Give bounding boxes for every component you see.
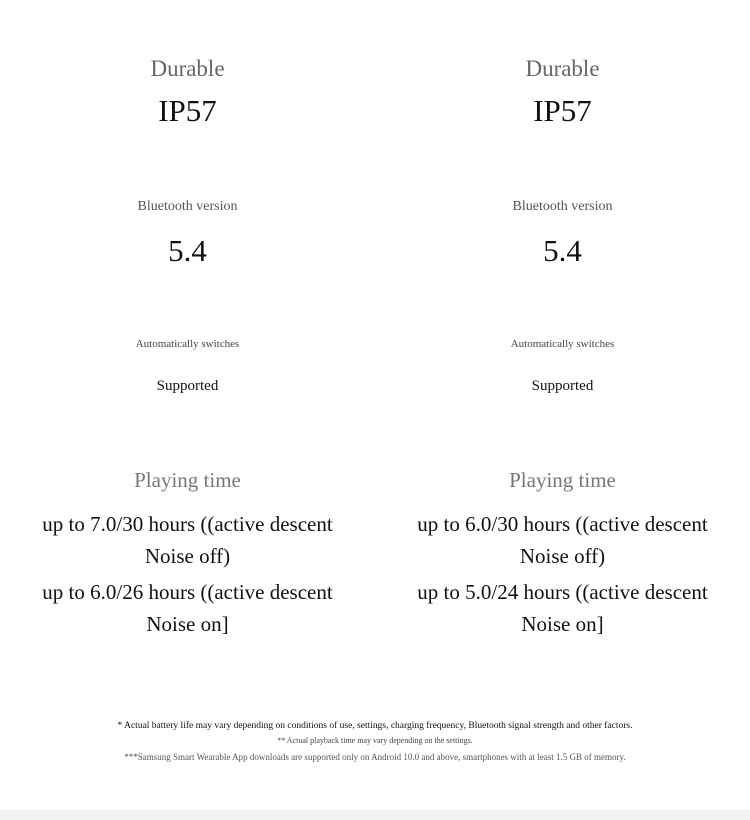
durable-label: Durable: [150, 56, 225, 81]
auto-switch-label: Automatically switches: [135, 338, 240, 350]
auto-switch-value: Supported: [156, 378, 219, 394]
bluetooth-version-label: Bluetooth version: [512, 199, 613, 214]
durable-label: Durable: [525, 56, 600, 81]
playing-time-line: Noise off): [519, 544, 606, 568]
bluetooth-version-value: 5.4: [543, 233, 582, 268]
footnotes: [0, 718, 750, 766]
bluetooth-version-label: Bluetooth version: [137, 199, 238, 214]
spec-column-right: [375, 0, 750, 700]
footnote-playback: ** Actual playback time may vary depending on the settings.: [277, 736, 473, 745]
playing-time-label: Playing time: [134, 468, 241, 492]
bluetooth-version-value: 5.4: [168, 233, 207, 268]
playing-time-line: up to 7.0/30 hours ((active descent: [42, 512, 333, 536]
playing-time-label: Playing time: [509, 468, 616, 492]
bottom-divider: [0, 810, 750, 820]
auto-switch-value: Supported: [531, 378, 594, 394]
spec-column-left: [0, 0, 375, 700]
durable-value: IP57: [533, 93, 592, 128]
playing-time-line: up to 6.0/26 hours ((active descent: [42, 580, 333, 604]
footnote-app-support: ***Samsung Smart Wearable App downloads are supported only on Android 10.0 and above, smartphones with at least 1.5 GB of memory.: [124, 752, 626, 762]
playing-time-line: Noise off): [144, 544, 231, 568]
playing-time-line: Noise on]: [146, 612, 229, 636]
playing-time-line: up to 6.0/30 hours ((active descent: [417, 512, 708, 536]
playing-time-line: up to 5.0/24 hours ((active descent: [417, 580, 708, 604]
playing-time-line: Noise on]: [521, 612, 604, 636]
auto-switch-label: Automatically switches: [510, 338, 615, 350]
durable-value: IP57: [158, 93, 217, 128]
footnote-battery: * Actual battery life may vary depending on conditions of use, settings, charging frequency, Bluetooth signal strength and other factors.: [117, 721, 633, 731]
